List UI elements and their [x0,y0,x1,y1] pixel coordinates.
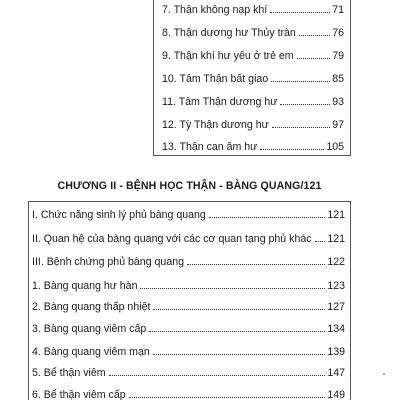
toc-entry-page: 149 [327,389,345,400]
toc-leader-dots [209,217,326,218]
toc-entry-title: 8. Thận dương hư Thủy tràn [162,27,296,39]
chapter-heading: CHƯƠNG II - BỆNH HỌC THẬN - BÀNG QUANG/121 [57,180,322,192]
toc-entry-page: 147 [327,367,345,379]
scan-speck [383,373,385,375]
toc-entry-title: III. Bệnh chứng phủ bàng quang [32,256,184,268]
toc-entry-title: 13. Thận can âm hư [162,141,258,153]
toc-entry [32,279,345,293]
toc-entry-title: 2. Bàng quang thấp nhiệt [32,301,151,313]
toc-entry-title: 6. Bể thận viêm cấp [32,389,126,400]
toc-entry [32,300,345,314]
toc-entry-page: 121 [327,233,345,245]
toc-entry-page: 85 [332,73,344,85]
toc-leader-dots [187,264,325,265]
toc-entry-page: 105 [326,141,344,153]
toc-entry-page: 123 [327,280,345,292]
toc-entry-title: 10. Tâm Thận bất giao [162,73,269,85]
toc-entry-title: 11. Tâm Thận dương hư [162,96,278,108]
toc-leader-dots [297,58,331,59]
toc-entry-page: 76 [332,27,344,39]
toc-entry [32,208,345,222]
toc-leader-dots [129,397,326,398]
toc-entry-page: 139 [327,346,345,358]
toc-entry-page: 71 [332,4,344,16]
toc-leader-dots [153,354,326,355]
toc-leader-dots [270,12,330,13]
toc-entry-title: 4. Bàng quang viêm mạn [32,346,150,358]
toc-entry-page: 127 [327,301,345,313]
toc-entry-title: 12. Tỳ Thận dương hư [162,119,269,131]
toc-entry [32,388,345,400]
toc-entry-page: 122 [327,256,345,268]
toc-entry-title: 1. Bàng quang hư hàn [32,280,138,292]
toc-leader-dots [272,127,330,128]
toc-entry-page: 97 [332,119,344,131]
toc-entry-title: 3. Bàng quang viêm cấp [32,323,147,335]
toc-entry [32,345,345,359]
toc-entry [162,118,344,132]
toc-entry [162,140,344,154]
toc-leader-dots [280,104,330,105]
toc-entry [32,366,345,380]
toc-entry [162,72,344,86]
toc-entry [162,3,344,17]
toc-entry-page: 121 [327,209,345,221]
toc-entry [32,232,345,246]
toc-leader-dots [260,149,324,150]
toc-leader-dots [153,309,325,310]
toc-entry [32,255,345,269]
toc-entry-title: II. Quan hệ của bàng quang với các cơ quan tạng phủ khác [32,233,312,245]
toc-entry [162,49,344,63]
toc-entry-page: 134 [327,323,345,335]
toc-entry-title: 7. Thận không nạp khí [162,4,268,16]
toc-entry [162,26,344,40]
toc-leader-dots [299,35,330,36]
toc-entry-page: 93 [332,96,344,108]
toc-entry-page: 79 [332,50,344,62]
toc-leader-dots [271,81,330,82]
toc-entry-title: 9. Thận khí hư yếu ở trẻ em [162,50,294,62]
toc-entry-title: I. Chức năng sinh lý phủ bàng quang [32,209,206,221]
toc-leader-dots [140,288,325,289]
toc-leader-dots [109,375,326,376]
toc-leader-dots [315,241,326,242]
toc-entry [162,95,344,109]
toc-entry [32,322,345,336]
toc-leader-dots [149,331,325,332]
toc-entry-title: 5. Bể thận viêm [32,367,106,379]
